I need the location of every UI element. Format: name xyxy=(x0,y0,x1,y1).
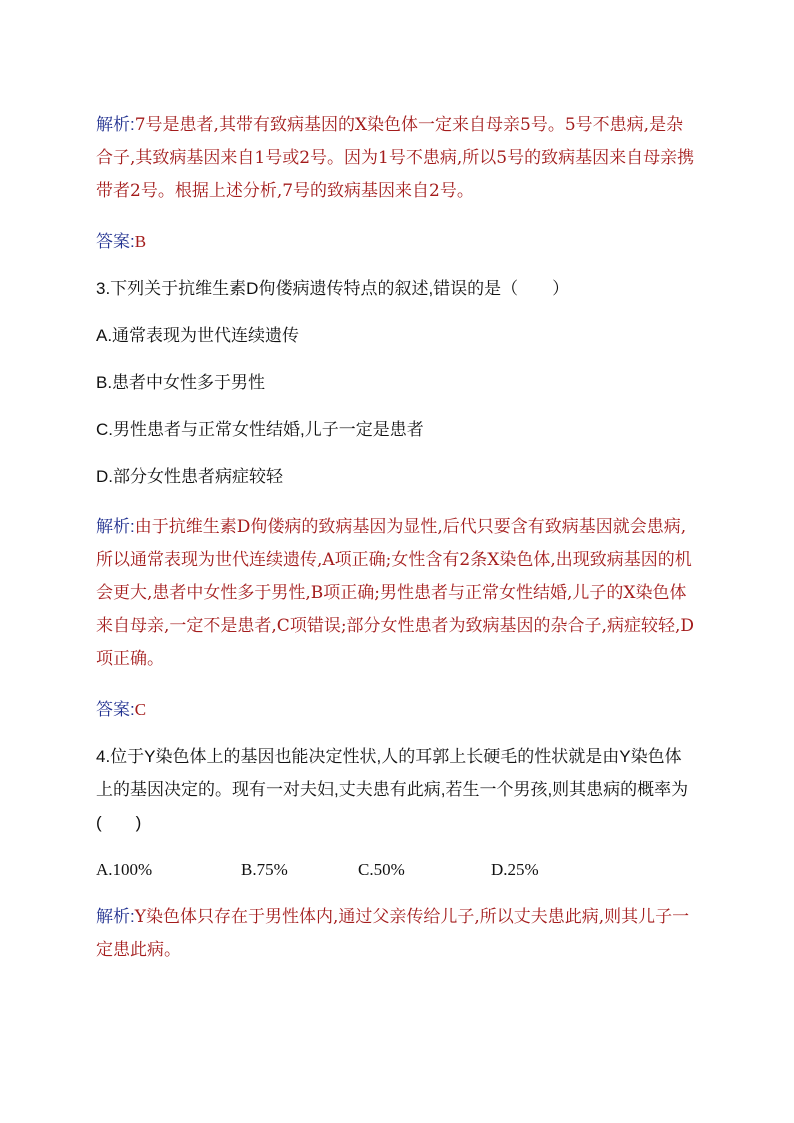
analysis-text-1: 7号是患者,其带有致病基因的X染色体一定来自母亲5号。5号不患病,是杂合子,其致病基因来自1号或2号。因为1号不患病,所以5号的致病基因来自母亲携带者2号。根据上述分析,7号的致病基因来自2号。 xyxy=(96,115,695,201)
analysis-paragraph-1 xyxy=(96,108,696,208)
answer-value-1: B xyxy=(134,232,147,251)
question-3-option-d: D.部分女性患者病症较轻 xyxy=(96,467,283,486)
answer-value-2: C xyxy=(134,700,147,719)
analysis-label: 解析: xyxy=(96,907,135,926)
question-4-option-d: D.25% xyxy=(491,860,539,879)
question-4-option-a: A.100% xyxy=(96,860,153,879)
question-3-option-a: A.通常表现为世代连续遗传 xyxy=(96,326,300,345)
answer-line-2 xyxy=(96,693,696,726)
answer-label: 答案: xyxy=(96,700,135,719)
question-4-options xyxy=(96,853,696,886)
analysis-text-3: Y染色体只存在于男性体内,通过父亲传给儿子,所以丈夫患此病,则其儿子一定患此病。 xyxy=(96,907,690,960)
document-page xyxy=(96,108,696,967)
question-4-option-b: B.75% xyxy=(241,860,288,879)
answer-label: 答案: xyxy=(96,232,135,251)
question-3: 3.下列关于抗维生素D佝偻病遗传特点的叙述,错误的是（ ） xyxy=(96,279,570,298)
analysis-text-2: 由于抗维生素D佝偻病的致病基因为显性,后代只要含有致病基因就会患病,所以通常表现为世代连续遗传,A项正确;女性含有2条X染色体,出现致病基因的机会更大,患者中女性多于男性,B项正确;男性患者与正常女性结婚,儿子的X染色体来自母亲,一定不是患者,C项错误;部分女性患者为致病基因的杂合子,病症较轻,D项正确。 xyxy=(96,517,694,669)
analysis-paragraph-3 xyxy=(96,900,696,967)
question-4: 4.位于Y染色体上的基因也能决定性状,人的耳郭上长硬毛的性状就是由Y染色体上的基因决定的。现有一对夫妇,丈夫患有此病,若生一个男孩,则其患病的概率为( ) xyxy=(96,747,689,832)
answer-line-1 xyxy=(96,225,696,258)
analysis-paragraph-2 xyxy=(96,510,696,676)
analysis-label: 解析: xyxy=(96,517,135,536)
analysis-label: 解析: xyxy=(96,115,135,134)
question-3-option-b: B.患者中女性多于男性 xyxy=(96,373,266,392)
question-3-option-c: C.男性患者与正常女性结婚,儿子一定是患者 xyxy=(96,420,424,439)
question-4-option-c: C.50% xyxy=(358,860,405,879)
